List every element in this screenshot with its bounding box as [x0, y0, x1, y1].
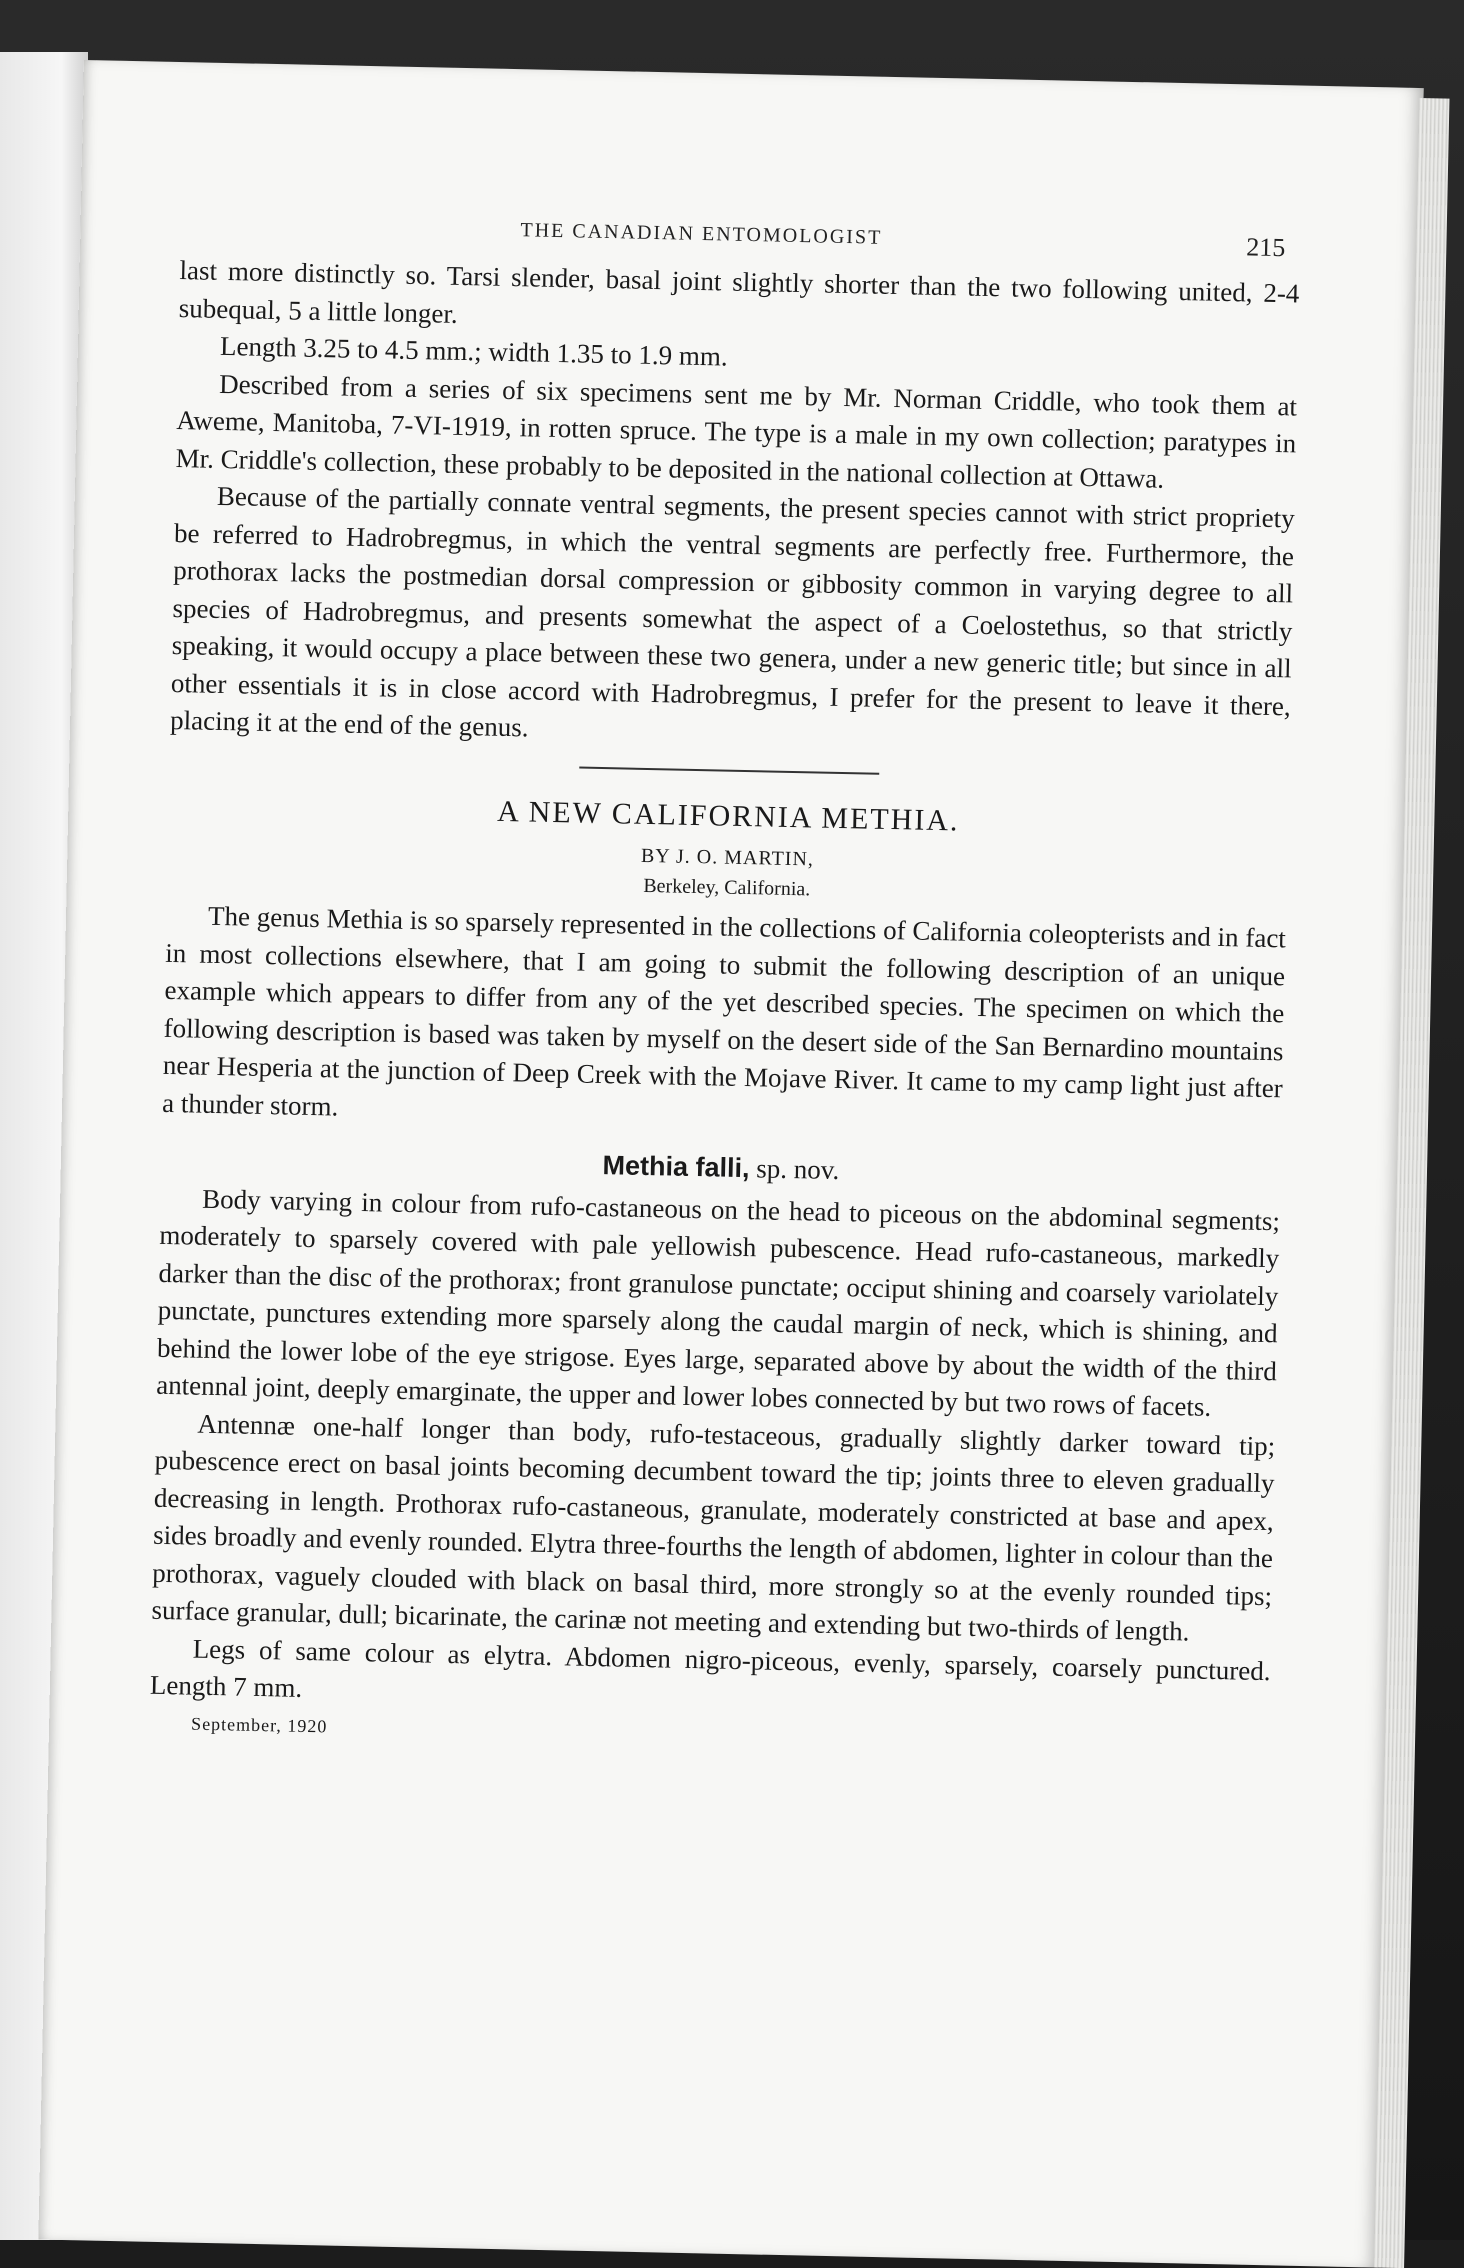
- measurement-paragraph: Length 3.25 to 4.5 mm.; width 1.35 to 1.9 mm.: [219, 330, 728, 372]
- issue-date: September, 1920: [190, 1713, 328, 1736]
- species-name: Methia falli,: [602, 1150, 750, 1184]
- type-locality-paragraph: Described from a series of six specimens sent me by Mr. Norman Criddle, who took them at Aweme, Manitoba, 7-VI-1919, in rotten spruce. The type is a male in my own collection; paratypes in Mr. Criddle's collection, these probably to be deposited in the national collection at Ottawa.: [175, 368, 1298, 494]
- page-number: 215: [1246, 232, 1286, 263]
- description-antennae-paragraph: Antennæ one-half longer than body, rufo-testaceous, gradually slightly darker toward tip; pubescence erect on basal joints becoming decumbent toward the tip; joints three to eleven gradually decreasing in length. Prothorax rufo-castaneous, granulate, moderately constricted at base and apex, sides broadly and evenly rounded. Elytra three-fourths the length of abdomen, lighter in colour than the prothorax, vaguely clouded with black on basal third, more strongly so at the evenly rounded tips; surface granular, dull; bicarinate, the carinæ not meeting and extending but two-thirds of length.: [151, 1408, 1276, 1647]
- description-legs-paragraph: Legs of same colour as elytra. Abdomen nigro-piceous, evenly, sparsely, coarsely punctured. Length 7 mm.: [149, 1633, 1271, 1703]
- section-divider: [579, 766, 879, 774]
- species-status: sp. nov.: [755, 1153, 840, 1186]
- journal-page: [38, 60, 1423, 2268]
- article-title: A NEW CALIFORNIA METHIA.: [496, 794, 960, 837]
- description-body-paragraph: Body varying in colour from rufo-castaneous on the head to piceous on the abdominal segments; moderately to sparsely covered with pale yellowish pubescence. Head rufo-castaneous, markedly darker than the disc of the prothorax; front granulose punctate; occiput shining and coarsely variolately punctate, punctures extending more sparsely along the caudal margin of neck, which is shining, and behind the lower lobe of the eye strigose. Eyes large, separated above by about the width of the third antennal joint, deeply emarginate, the upper and lower lobes connected by but two rows of facets.: [155, 1183, 1281, 1422]
- discussion-paragraph: Because of the partially connate ventral segments, the present species cannot with strict propriety be referred to Hadrobregmus, in which the ventral segments are perfectly free. Furthermore, the prothorax lacks the postmedian dorsal compression or gibbosity common in varying degree to all species of Hadrobregmus, and presents somewhat the aspect of a Coelostethus, so that strictly speaking, it would occupy a place between these two genera, under a new generic title; but since in all other essentials it is in close accord with Hadrobregmus, I prefer for the present to leave it there, placing it at the end of the genus.: [169, 480, 1295, 743]
- author-affiliation: Berkeley, California.: [643, 874, 811, 901]
- article-author: BY J. O. MARTIN,: [640, 844, 815, 871]
- intro-paragraph: The genus Methia is so sparsely represented in the collections of California coleopterists and in fact in most collections elsewhere, that I am going to submit the following description of an unique example which appears to differ from any of the yet described species. The specimen on which the following description is based was taken by myself on the desert side of the San Bernardino mountains near Hesperia at the junction of Deep Creek with the Mojave River. It came to my camp light just after a thunder storm.: [161, 900, 1287, 1122]
- continuation-paragraph: last more distinctly so. Tarsi slender, basal joint slightly shorter than the two following united, 2-4 subequal, 5 a little longer.: [178, 255, 1300, 329]
- running-title: THE CANADIAN ENTOMOLOGIST: [520, 219, 883, 249]
- body-text: [149, 252, 1300, 1765]
